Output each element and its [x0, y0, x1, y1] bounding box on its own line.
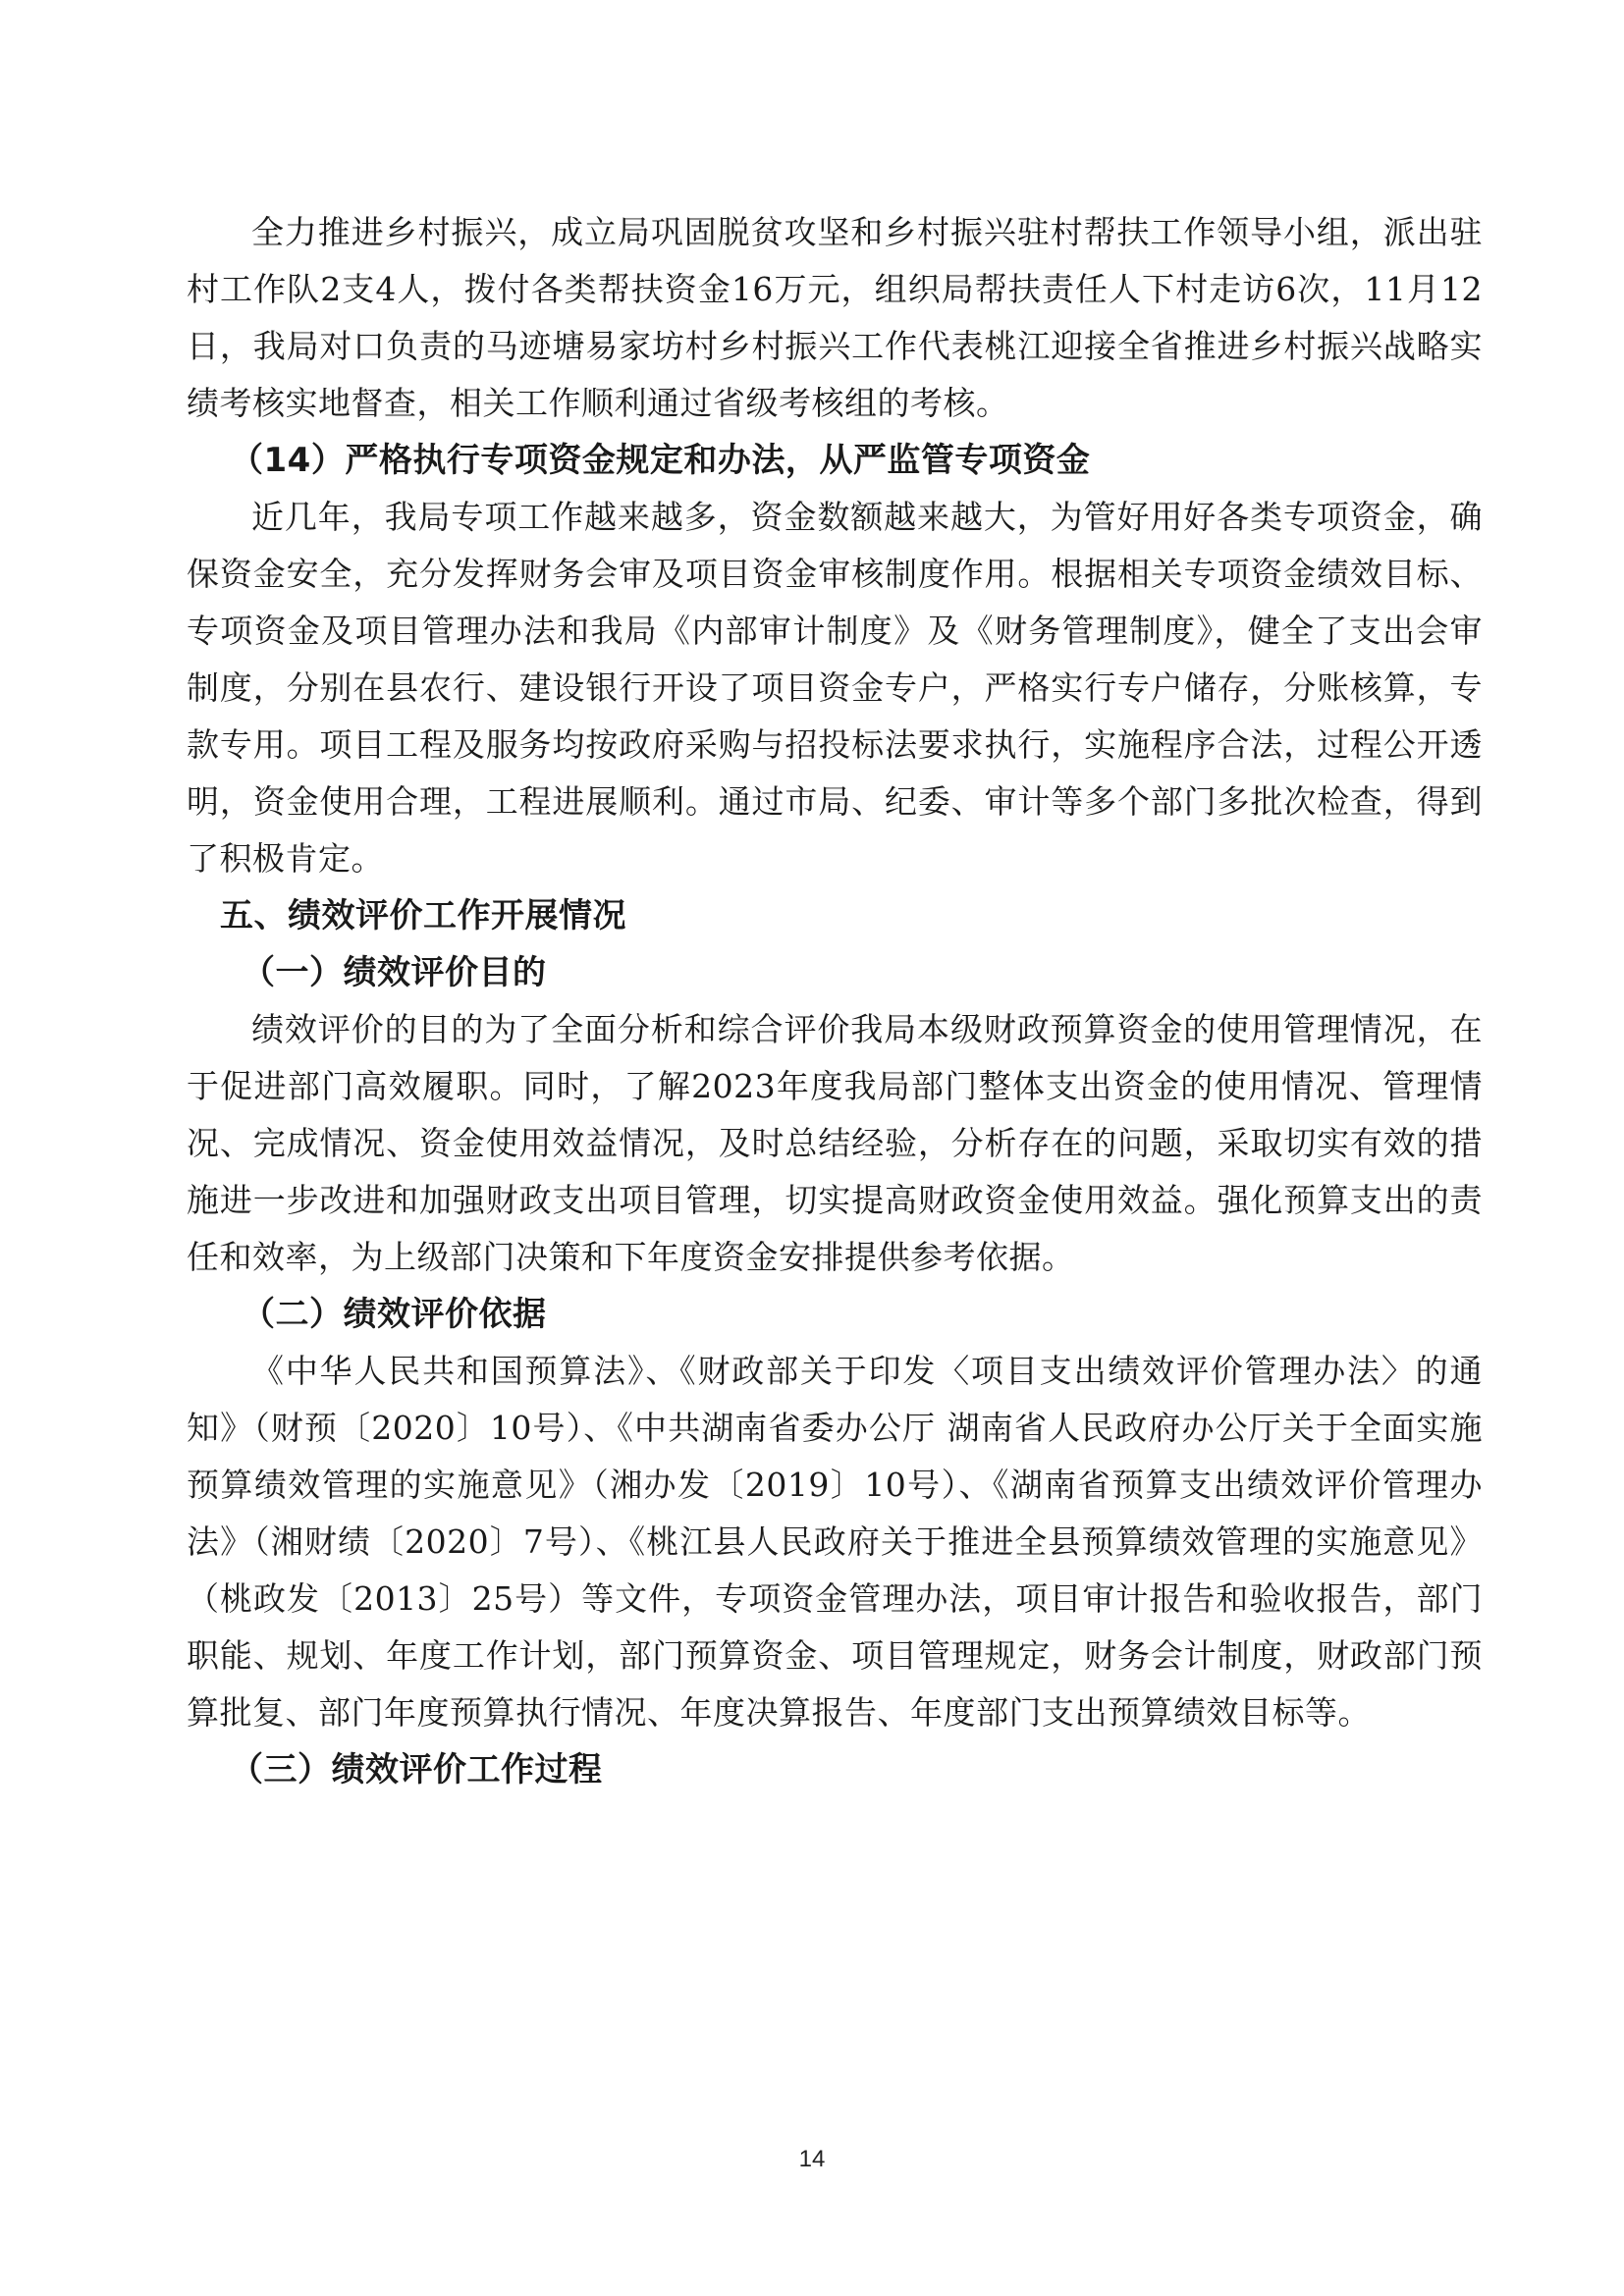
page-body — [187, 204, 1483, 1798]
heading-section-five: 五、绩效评价工作开展情况 — [220, 896, 626, 935]
paragraph-evaluation-basis: 《中华人民共和国预算法》、《财政部关于印发〈项目支出绩效评价管理办法〉的通知》（财预〔2020〕10号）、《中共湖南省委办公厅 湖南省人民政府办公厅关于全面实施预算绩效管理的实施意见》（湘办发〔2019〕10号）、《湖南省预算支出绩效评价管理办法》（湘财绩〔2020〕7号）、《桃江县人民政府关于推进全县预算绩效管理的实施意见》（桃政发〔2013〕25号）等文件，专项资金管理办法，项目审计报告和验收报告，部门职能、规划、年度工作计划，部门预算资金、项目管理规定，财务会计制度，财政部门预算批复、部门年度预算执行情况、年度决算报告、年度部门支出预算绩效目标等。 — [187, 1352, 1483, 1732]
page-number: 14 — [798, 2146, 826, 2172]
paragraph-rural-revitalization: 全力推进乡村振兴，成立局巩固脱贫攻坚和乡村振兴驻村帮扶工作领导小组，派出驻村工作队2支4人，拨付各类帮扶资金16万元，组织局帮扶责任人下村走访6次，11月12日，我局对口负责的马迹塘易家坊村乡村振兴工作代表桃江迎接全省推进乡村振兴战略实绩考核实地督查，相关工作顺利通过省级考核组的考核。 — [187, 213, 1483, 422]
paragraph-evaluation-purpose: 绩效评价的目的为了全面分析和综合评价我局本级财政预算资金的使用管理情况，在于促进部门高效履职。同时，了解2023年度我局部门整体支出资金的使用情况、管理情况、完成情况、资金使用效益情况，及时总结经验，分析存在的问题，采取切实有效的措施进一步改进和加强财政支出项目管理，切实提高财政资金使用效益。强化预算支出的责任和效率，为上级部门决策和下年度资金安排提供参考依据。 — [187, 1010, 1483, 1276]
heading-evaluation-purpose: （一）绩效评价目的 — [242, 953, 547, 992]
heading-evaluation-process: （三）绩效评价工作过程 — [230, 1750, 603, 1789]
heading-special-funds: （14）严格执行专项资金规定和办法，从严监管专项资金 — [230, 441, 1091, 480]
heading-evaluation-basis: （二）绩效评价依据 — [242, 1295, 547, 1334]
paragraph-special-funds: 近几年，我局专项工作越来越多，资金数额越来越大，为管好用好各类专项资金，确保资金安全，充分发挥财务会审及项目资金审核制度作用。根据相关专项资金绩效目标、专项资金及项目管理办法和我局《内部审计制度》及《财务管理制度》，健全了支出会审制度，分别在县农行、建设银行开设了项目资金专户，严格实行专户储存，分账核算，专款专用。项目工程及服务均按政府采购与招投标法要求执行，实施程序合法，过程公开透明，资金使用合理，工程进展顺利。通过市局、纪委、审计等多个部门多批次检查，得到了积极肯定。 — [187, 498, 1483, 878]
